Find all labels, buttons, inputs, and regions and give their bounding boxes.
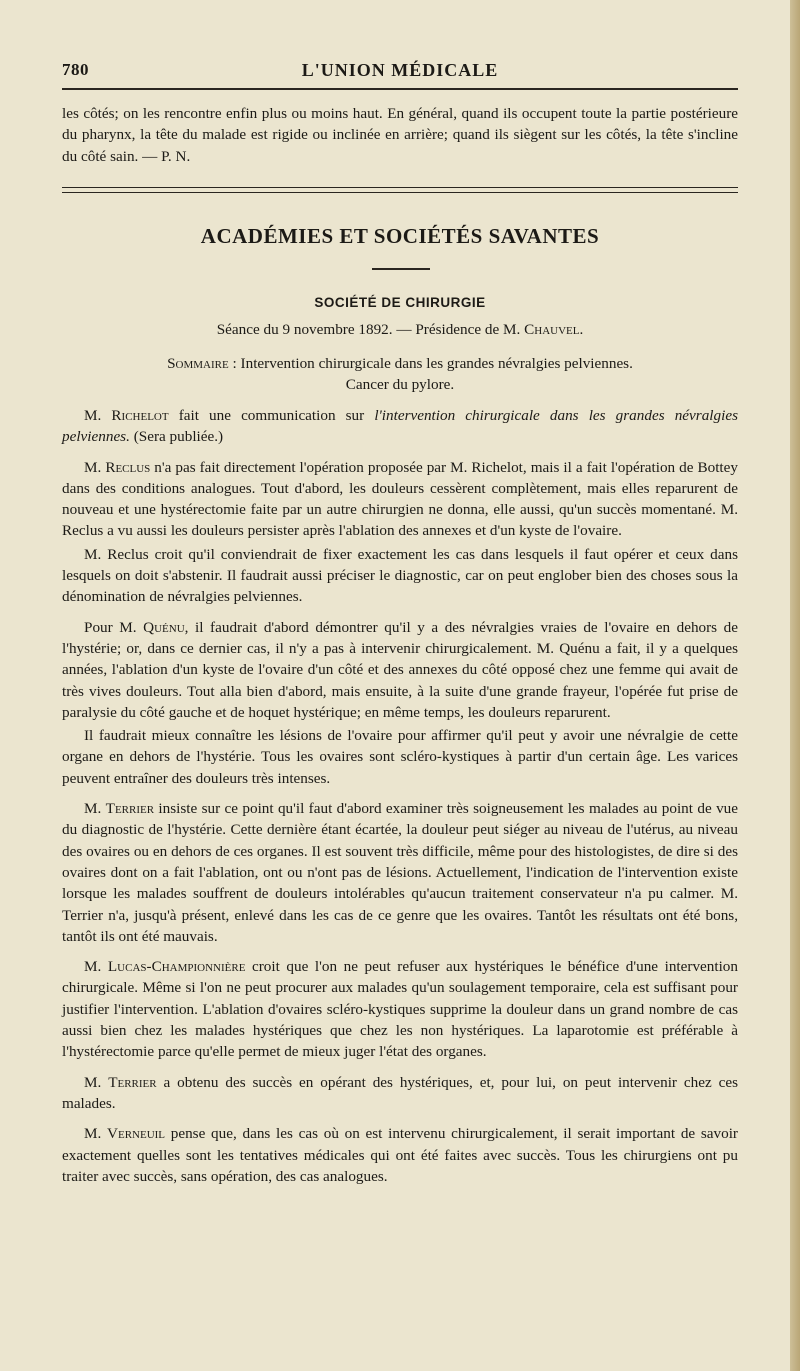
- speaker-name: Terrier: [105, 800, 155, 818]
- paragraph-text: , il faudrait d'abord démontrer qu'il y a des névralgies vraies de l'ovaire en dehors de l'hystérie; or, dans ce dernier cas, il n'y a pas à intervenir chirurgicalement. M. Quénu a fait, il y a quelques années, l'ablation d'un kyste de l'ovaire d'un côté et des annexes du côté opposé chez une femme qui avait de très vives douleurs. Tout alla bien d'abord, mais ensuite, à la suite d'une grande frayeur, l'opérée fut prise de paralysie du côté gauche et de hoquet hystérique; en même temps, les douleurs reparurent.: [62, 618, 739, 721]
- paragraph-quenu-2: [62, 725, 738, 789]
- paragraph-text: a obtenu des succès en opérant des hystériques, et, pour lui, on peut intervenir chez ces malades.: [62, 1073, 738, 1112]
- seance-line: [62, 321, 738, 339]
- paragraph-reclus: [62, 457, 738, 542]
- section-title: ACADÉMIES ET SOCIÉTÉS SAVANTES: [200, 224, 600, 248]
- speaker-prefix: M.: [84, 458, 106, 476]
- seance-text: Séance du 9 novembre 1892. — Présidence de M.: [216, 321, 525, 338]
- paragraph-text: Il faudrait mieux connaître les lésions de l'ovaire pour affirmer qu'il peut y avoir une névralgie de cette organe en dehors de l'hystérie. Tous les ovaires sont scléro-kystiques à partir d'un certain âge. Les varices peuvent entraîner des douleurs très intenses.: [62, 727, 738, 787]
- speaker-prefix: M.: [84, 1125, 108, 1143]
- speaker-name: Lucas-Championnière: [107, 958, 246, 976]
- paragraph-text: M. Reclus croit qu'il conviendrait de fixer exactement les cas dans lesquels il faut opérer et ceux dans lesquels on doit s'abstenir. Il faudrait aussi préciser le diagnostic, car on peut englober bien des choses sous la dénomination de névralgies pelviennes.: [62, 545, 738, 606]
- paragraph-terrier-2: [62, 1072, 738, 1115]
- speaker-name: Richelot: [111, 407, 169, 424]
- speaker-name: Terrier: [108, 1073, 157, 1091]
- speaker-name: Quénu: [143, 618, 185, 636]
- paragraph-verneuil: [62, 1123, 738, 1187]
- speaker-prefix: M.: [84, 800, 106, 818]
- speaker-prefix: M.: [84, 407, 112, 424]
- article-body: [62, 405, 738, 1187]
- paragraph-text: n'a pas fait directement l'opération proposée par M. Richelot, mais il a fait l'opération de Bottey dans des conditions analogues. Tout d'abord, les douleurs cessèrent complètement, mais elles reparurent de nouveau et une hystérectomie faite par un autre chirurgien ne donna, elle aussi, qu'un succès momentané. M. Reclus a vu aussi les douleurs persister après l'ablation des annexes et d'un kyste de l'ovaire.: [62, 458, 738, 540]
- journal-title: L'UNION MÉDICALE: [301, 60, 499, 80]
- paragraph-text: croit que l'on ne peut refuser aux hystériques le bénéfice d'une intervention chirurgicale. Même si l'on ne peut procurer aux malades qu'un soulagement temporaire, cela est suffisant pour justifier l'intervention. L'ablation d'ovaires scléro-kystiques supprime la douleur dans un grand nombre de cas aussi bien chez les malades hystériques que chez les non hystériques. La laparotomie est préférable à l'hystérectomie parce qu'elle permet de mieux juger l'état des organes.: [62, 958, 738, 1061]
- section-title-rule: [372, 268, 430, 270]
- summary-line-2: [62, 375, 738, 396]
- summary-separator: :: [228, 355, 241, 372]
- paragraph-richelot: [62, 405, 738, 448]
- paragraph-text: insiste sur ce point qu'il faut d'abord examiner très soigneusement les malades au point de vue du diagnostic de l'hystérie. Cette dernière étant écartée, la douleur peut siéger au niveau de l'utérus, au niveau des ovaires ou en dehors de ces organes. Il est souvent très difficile, même pour des histologistes, de dire si des ovaires dont on a fait l'ablation, ont ou n'ont pas de lésions. Actuellement, l'indication de l'intervention existe lorsque les malades souffrent de douleurs intolérables qu'aucun traitement conservateur n'a pu calmer. M. Terrier n'a, jusqu'à présent, enlevé dans les cas de ce genre que les ovaires. Tantôt les résultats ont été bons, tantôt ils ont été mauvais.: [62, 800, 738, 945]
- intro-paragraph: les côtés; on les rencontre enfin plus ou moins haut. En général, quand ils occupent toute la partie postérieure du pharynx, la tête du malade est rigide ou inclinée en arrière; quand ils siègent sur les côtés, la tête s'incline du côté sain. — P. N.: [62, 105, 738, 165]
- paragraph-italic: l'intervention chirurgicale dans les grandes névralgies pelviennes.: [62, 407, 738, 446]
- running-header: [62, 60, 738, 84]
- society-title: SOCIÉTÉ DE CHIRURGIE: [314, 295, 486, 310]
- summary-label: Sommaire: [167, 355, 229, 372]
- speaker-prefix: Pour M.: [84, 618, 144, 636]
- speaker-prefix: M.: [84, 1073, 109, 1091]
- paragraph-quenu: [62, 617, 738, 723]
- seance-president: Chauvel.: [524, 321, 584, 338]
- speaker-name: Reclus: [105, 458, 151, 476]
- paragraph-text: (Sera publiée.): [129, 428, 224, 446]
- intro-paragraph-block: [62, 103, 738, 167]
- summary-line-1: [62, 354, 738, 375]
- section-divider: [62, 187, 738, 193]
- summary-block: [62, 354, 738, 395]
- paragraph-reclus-2: [62, 544, 738, 608]
- paragraph-terrier: [62, 798, 738, 947]
- header-rule: [62, 88, 738, 90]
- speaker-prefix: M.: [84, 958, 108, 976]
- summary-item-1: Intervention chirurgicale dans les grandes névralgies pelviennes.: [240, 355, 633, 372]
- paragraph-lucas-championniere: [62, 956, 738, 1062]
- page-edge-shadow: [790, 0, 800, 1371]
- paragraph-text: pense que, dans les cas où on est intervenu chirurgicalement, il serait important de savoir exactement quelles sont les tentatives médicales qui ont été faites avec succès. Tous les chirurgiens ont pu traiter avec succès, sans opération, des cas analogues.: [62, 1125, 738, 1185]
- summary-item-2: Cancer du pylore.: [345, 375, 455, 393]
- page-number: 780: [62, 60, 89, 79]
- speaker-name: Verneuil: [107, 1125, 166, 1143]
- paragraph-text: fait une communication sur: [168, 407, 375, 424]
